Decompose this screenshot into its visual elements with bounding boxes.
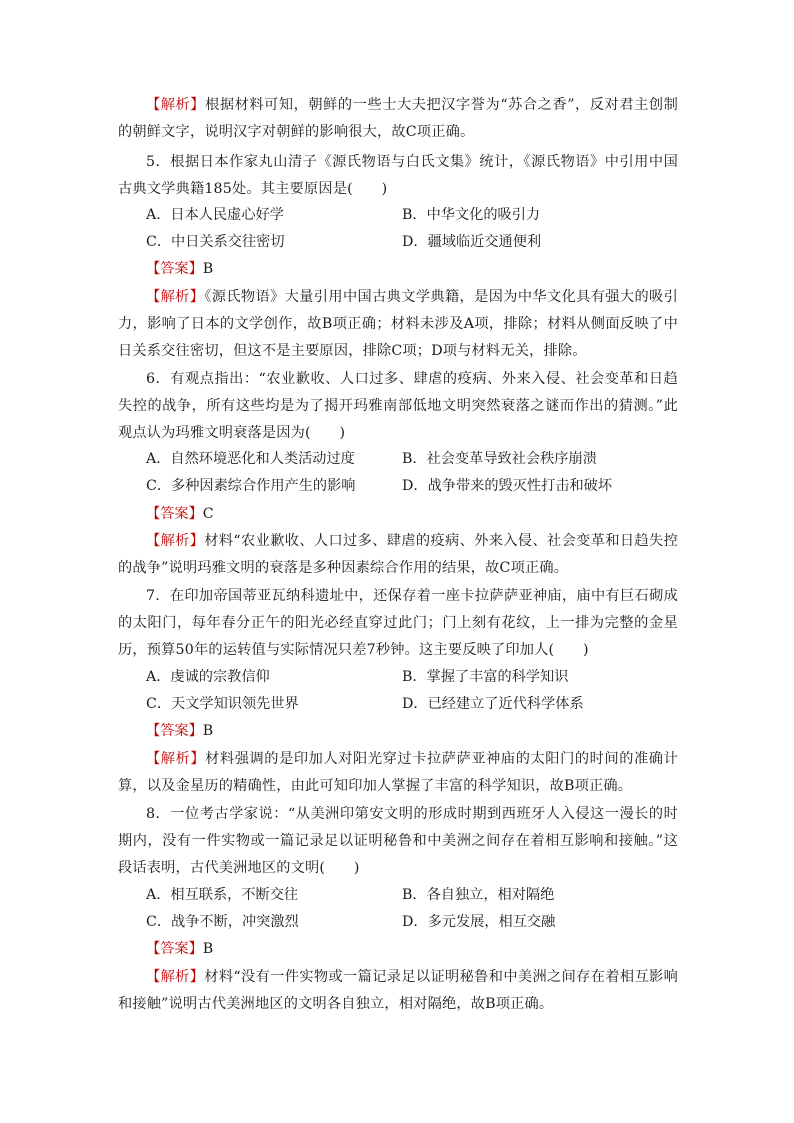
option-c: C．战争不断，冲突激烈	[146, 914, 299, 930]
question-5-answer	[146, 256, 213, 283]
option-b: B．各自独立，相对隔绝	[402, 887, 555, 903]
option-c: C．多种因素综合作用产生的影响	[146, 478, 356, 494]
answer-value: B	[202, 261, 214, 277]
question-7-stem: 7．在印加帝国蒂亚瓦纳科遗址中，还保存着一座卡拉萨萨亚神庙，庙中有巨石砌成的太阳门，每年春分正午的阳光必经直穿过此门；门上刻有花纹，上一排为完整的金星历，预算50年的运转值与实际情况只差7秒钟。这主要反映了印加人( )	[118, 588, 678, 658]
question-7-answer	[146, 718, 213, 745]
analysis-label: 【解析】	[146, 533, 205, 549]
question-6-analysis	[118, 528, 678, 582]
question-6-options	[146, 446, 686, 500]
option-a: A．虔诚的宗教信仰	[146, 669, 270, 685]
answer-label: 【答案】	[146, 723, 203, 739]
option-a: A．相互联系，不断交往	[146, 887, 299, 903]
question-6-answer	[146, 501, 214, 528]
analysis-label: 【解析】	[146, 751, 206, 767]
question-7-options	[146, 664, 686, 718]
question-5-analysis	[118, 284, 678, 365]
option-a: A．自然环境恶化和人类活动过度	[146, 451, 355, 467]
question-8-answer	[146, 936, 213, 963]
question-6-stem: 6．有观点指出：“农业歉收、人口过多、肆虐的疫病、外来入侵、社会变革和日趋失控的战争，所有这些均是为了揭开玛雅南部低地文明突然衰落之谜而作出的猜测。”此观点认为玛雅文明衰落是因为( )	[118, 371, 678, 441]
option-d: D．疆域临近交通便利	[402, 234, 542, 250]
question-5-options	[146, 202, 686, 256]
question-5-stem: 5．根据日本作家丸山清子《源氏物语与白氏文集》统计，《源氏物语》中引用中国古典文学典籍185处。其主要原因是( )	[118, 154, 678, 197]
question-8-stem: 8．一位考古学家说：“从美洲印第安文明的形成时期到西班牙人入侵这一漫长的时期内，没有一件实物或一篇记录足以证明秘鲁和中美洲之间存在着相互影响和接触。”这段话表明，古代美洲地区的文明( )	[118, 806, 678, 876]
option-b: B．中华文化的吸引力	[402, 207, 541, 223]
option-d: D．已经建立了近代科学体系	[402, 696, 584, 712]
answer-value: C	[202, 506, 214, 522]
analysis-text: 材料“没有一件实物或一篇记录足以证明秘鲁和中美洲之间存在着相互影响和接触”说明古代美洲地区的文明各自独立，相对隔绝，故B项正确。	[118, 969, 678, 1012]
option-b: B．掌握了丰富的科学知识	[402, 669, 569, 685]
option-c: C．天文学知识领先世界	[146, 696, 299, 712]
question-8-options	[146, 882, 686, 936]
analysis-prev	[118, 92, 678, 146]
analysis-text: 材料强调的是印加人对阳光穿过卡拉萨萨亚神庙的太阳门的时间的准确计算，以及金星历的精确性，由此可知印加人掌握了丰富的科学知识，故B项正确。	[118, 751, 678, 794]
analysis-label: 【解析】	[146, 97, 206, 113]
analysis-label: 【解析】	[146, 289, 205, 305]
analysis-text: 材料“农业歉收、人口过多、肆虐的疫病、外来入侵、社会变革和日趋失控的战争”说明玛雅文明的衰落是多种因素综合作用的结果，故C项正确。	[118, 533, 678, 576]
option-d: D．多元发展，相互交融	[402, 914, 556, 930]
answer-value: B	[202, 723, 214, 739]
option-d: D．战争带来的毁灭性打击和破坏	[402, 478, 613, 494]
question-8-analysis	[118, 964, 678, 1018]
answer-label: 【答案】	[146, 261, 203, 277]
option-a: A．日本人民虚心好学	[146, 207, 284, 223]
analysis-label: 【解析】	[146, 969, 205, 985]
analysis-text: 根据材料可知，朝鲜的一些士大夫把汉字誉为“苏合之香”，反对君主创制的朝鲜文字，说明汉字对朝鲜的影响很大，故C项正确。	[118, 97, 678, 140]
answer-label: 【答案】	[146, 941, 203, 957]
answer-value: B	[202, 941, 214, 957]
answer-label: 【答案】	[146, 506, 203, 522]
analysis-text: 《源氏物语》大量引用中国古典文学典籍，是因为中华文化具有强大的吸引力，影响了日本的文学创作，故B项正确；材料未涉及A项，排除；材料从侧面反映了中日关系交往密切，但这不是主要原因，排除C项；D项与材料无关，排除。	[118, 289, 678, 359]
option-b: B．社会变革导致社会秩序崩溃	[402, 451, 597, 467]
question-7-analysis	[118, 746, 678, 800]
option-c: C．中日关系交往密切	[146, 234, 285, 250]
